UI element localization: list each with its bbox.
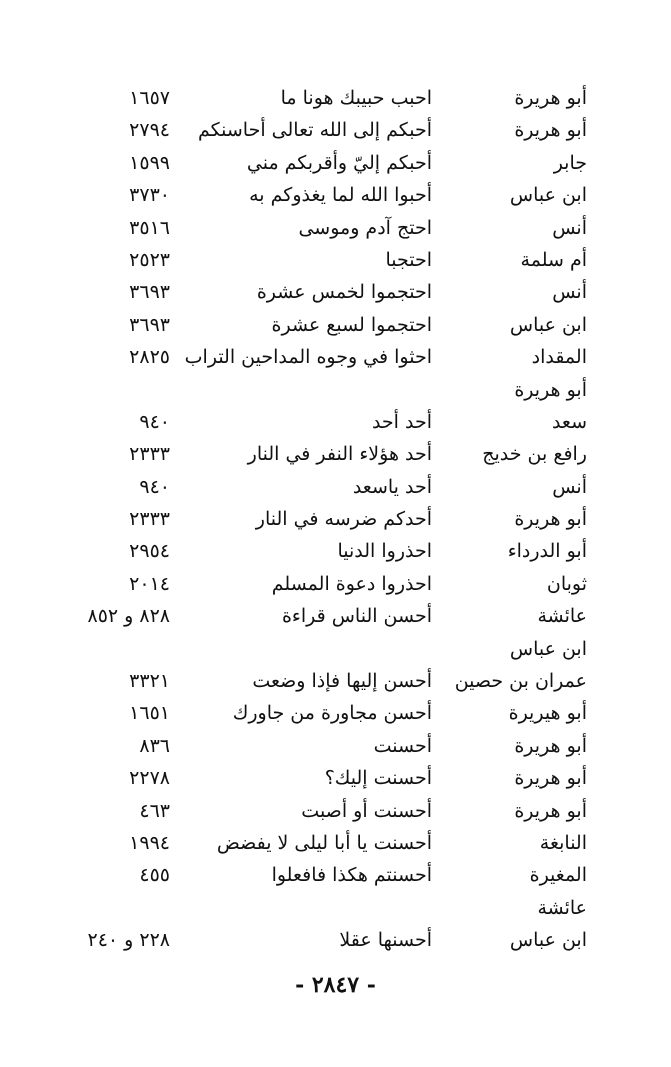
- narrator-name: المقداد: [531, 346, 587, 369]
- hadith-opening-text: احثوا في وجوه المداحين التراب: [184, 346, 432, 369]
- hadith-reference-number: [74, 827, 170, 859]
- reference-number-text: ١٦٥١: [129, 702, 170, 725]
- index-row: [0, 503, 671, 535]
- narrator-name: ابن عباس: [509, 184, 587, 207]
- hadith-opening-text: أحسنها عقلا: [339, 929, 432, 952]
- hadith-reference-number: [74, 568, 170, 600]
- hadith-reference-number: [74, 697, 170, 729]
- narrator-name: سعد: [551, 410, 587, 433]
- reference-number-text: ٢٨٢٥: [129, 346, 170, 369]
- reference-number-text: ١٥٩٩: [129, 151, 170, 174]
- hadith-index-list: [0, 82, 671, 957]
- reference-number-text: ٩٤٠: [139, 475, 170, 498]
- hadith-reference-number: [74, 665, 170, 697]
- hadith-reference-number: [74, 471, 170, 503]
- hadith-opening-text: أحبكم إليّ وأقربكم مني: [246, 151, 432, 174]
- reference-number-text: ١٩٩٤: [129, 831, 170, 854]
- narrator-name: ثوبان: [546, 572, 587, 595]
- hadith-opening-text: أحد ياسعد: [352, 475, 432, 498]
- narrator-name: أنس: [552, 216, 587, 239]
- narrator-name: ابن عباس: [509, 313, 587, 336]
- hadith-reference-number: [74, 730, 170, 762]
- hadith-opening-text: أحدكم ضرسه في النار: [255, 508, 432, 531]
- hadith-reference-number: [74, 892, 170, 924]
- narrator-name: أبو هريرة: [514, 734, 587, 757]
- index-row: [0, 600, 671, 632]
- reference-number-text: ٩٤٠: [139, 410, 170, 433]
- index-row: [0, 730, 671, 762]
- index-row: [0, 309, 671, 341]
- hadith-reference-number: [74, 374, 170, 406]
- narrator-name: أبو هريرة: [514, 87, 587, 109]
- hadith-reference-number: [74, 503, 170, 535]
- hadith-opening-text: أحبوا الله لما يغذوكم به: [249, 184, 432, 207]
- hadith-opening-text: أحد هؤلاء النفر في النار: [247, 443, 432, 466]
- reference-number-text: ٣٣٢١: [129, 670, 170, 693]
- hadith-reference-number: [74, 859, 170, 891]
- hadith-opening-text: احذروا دعوة المسلم: [271, 572, 432, 595]
- index-row: [0, 114, 671, 146]
- hadith-opening-text: أحبكم إلى الله تعالى أحاسنكم: [198, 119, 432, 142]
- index-row: [0, 535, 671, 567]
- index-row: [0, 827, 671, 859]
- narrator-name: أبو هريرة: [514, 378, 587, 401]
- hadith-reference-number: [74, 762, 170, 794]
- index-row: [0, 633, 671, 665]
- hadith-opening-text: احذروا الدنيا: [337, 540, 432, 563]
- hadith-opening-text: أحسنت إليك؟: [324, 767, 432, 790]
- reference-number-text: ٨٢٨ و ٨٥٢: [87, 605, 170, 628]
- reference-number-text: ٢٠١٤: [129, 572, 170, 595]
- narrator-name: ابن عباس: [509, 637, 587, 660]
- reference-number-text: ١٦٥٧: [129, 87, 170, 109]
- hadith-reference-number: [74, 244, 170, 276]
- narrator-name: عمران بن حصين: [454, 670, 587, 693]
- reference-number-text: ٢٣٣٣: [129, 443, 170, 466]
- reference-number-text: ٣٥١٦: [129, 216, 170, 239]
- hadith-reference-number: [74, 114, 170, 146]
- narrator-name: أم سلمة: [520, 248, 587, 271]
- index-row: [0, 374, 671, 406]
- narrator-name: ابن عباس: [509, 929, 587, 952]
- hadith-reference-number: [74, 212, 170, 244]
- index-row: [0, 244, 671, 276]
- index-row: [0, 276, 671, 308]
- narrator-name: أبو هريرة: [514, 767, 587, 790]
- index-row: [0, 762, 671, 794]
- narrator-name: أبو هريرة: [514, 508, 587, 531]
- hadith-opening-text: أحسن إليها فإذا وضعت: [252, 670, 432, 693]
- narrator-name: عائشة: [537, 605, 587, 628]
- reference-number-text: ٣٧٣٠: [129, 184, 170, 207]
- hadith-opening-text: احتجبا: [385, 248, 432, 271]
- reference-number-text: ٤٥٥: [139, 864, 170, 887]
- hadith-reference-number: [74, 535, 170, 567]
- index-row: [0, 471, 671, 503]
- index-row: [0, 406, 671, 438]
- index-row: [0, 179, 671, 211]
- index-row: [0, 892, 671, 924]
- hadith-reference-number: [74, 795, 170, 827]
- reference-number-text: ٣٦٩٣: [129, 281, 170, 304]
- reference-number-text: ٨٣٦: [139, 734, 170, 757]
- hadith-opening-text: أحسنت أو أصبت: [301, 799, 432, 822]
- hadith-opening-text: احتجموا لخمس عشرة: [256, 281, 432, 304]
- narrator-name: جابر: [553, 151, 587, 174]
- narrator-name: أبو هريرة: [514, 119, 587, 142]
- narrator-name: أبو الدرداء: [507, 540, 587, 563]
- hadith-opening-text: احبب حبيبك هونا ما: [280, 87, 432, 109]
- index-row: [0, 859, 671, 891]
- reference-number-text: ٣٦٩٣: [129, 313, 170, 336]
- reference-number-text: ٢٣٣٣: [129, 508, 170, 531]
- hadith-opening-text: احتج آدم وموسى: [298, 216, 432, 239]
- index-row: [0, 438, 671, 470]
- narrator-name: أنس: [552, 475, 587, 498]
- hadith-reference-number: [74, 341, 170, 373]
- index-row: [0, 212, 671, 244]
- reference-number-text: ٢٢٧٨: [129, 767, 170, 790]
- hadith-reference-number: [74, 633, 170, 665]
- reference-number-text: ٢٩٥٤: [129, 540, 170, 563]
- narrator-name: أنس: [552, 281, 587, 304]
- narrator-name: أبو هريرة: [514, 799, 587, 822]
- narrator-name: عائشة: [537, 896, 587, 919]
- hadith-reference-number: [74, 600, 170, 632]
- hadith-reference-number: [74, 276, 170, 308]
- hadith-reference-number: [74, 147, 170, 179]
- hadith-opening-text: أحسنت يا أبا ليلى لا يفضض: [216, 831, 432, 854]
- narrator-name: المغيرة: [529, 864, 587, 887]
- hadith-opening-text: احتجموا لسبع عشرة: [271, 313, 432, 336]
- narrator-name: رافع بن خديج: [482, 443, 587, 466]
- reference-number-text: ٢٧٩٤: [129, 119, 170, 142]
- index-row: [0, 924, 671, 956]
- narrator-name: النابغة: [539, 831, 587, 854]
- hadith-reference-number: [74, 179, 170, 211]
- narrator-name: أبو هيريرة: [508, 702, 587, 725]
- index-row: [0, 82, 671, 114]
- index-row: [0, 795, 671, 827]
- hadith-reference-number: [74, 309, 170, 341]
- hadith-reference-number: [74, 924, 170, 956]
- hadith-opening-text: أحسن مجاورة من جاورك: [232, 702, 432, 725]
- hadith-opening-text: أحسنتم هكذا فافعلوا: [271, 864, 432, 887]
- hadith-reference-number: [74, 406, 170, 438]
- hadith-opening-text: أحد أحد: [371, 410, 432, 433]
- index-row: [0, 341, 671, 373]
- reference-number-text: ٢٥٢٣: [129, 248, 170, 271]
- index-row: [0, 147, 671, 179]
- hadith-opening-text: أحسنت: [373, 734, 432, 757]
- reference-number-text: ٢٢٨ و ٢٤٠: [87, 929, 170, 952]
- hadith-reference-number: [74, 82, 170, 114]
- page-number: - ٢٨٤٧ -: [295, 972, 376, 998]
- hadith-reference-number: [74, 438, 170, 470]
- hadith-opening-text: أحسن الناس قراءة: [281, 605, 432, 628]
- index-row: [0, 697, 671, 729]
- reference-number-text: ٤٦٣: [139, 799, 170, 822]
- index-row: [0, 568, 671, 600]
- index-row: [0, 665, 671, 697]
